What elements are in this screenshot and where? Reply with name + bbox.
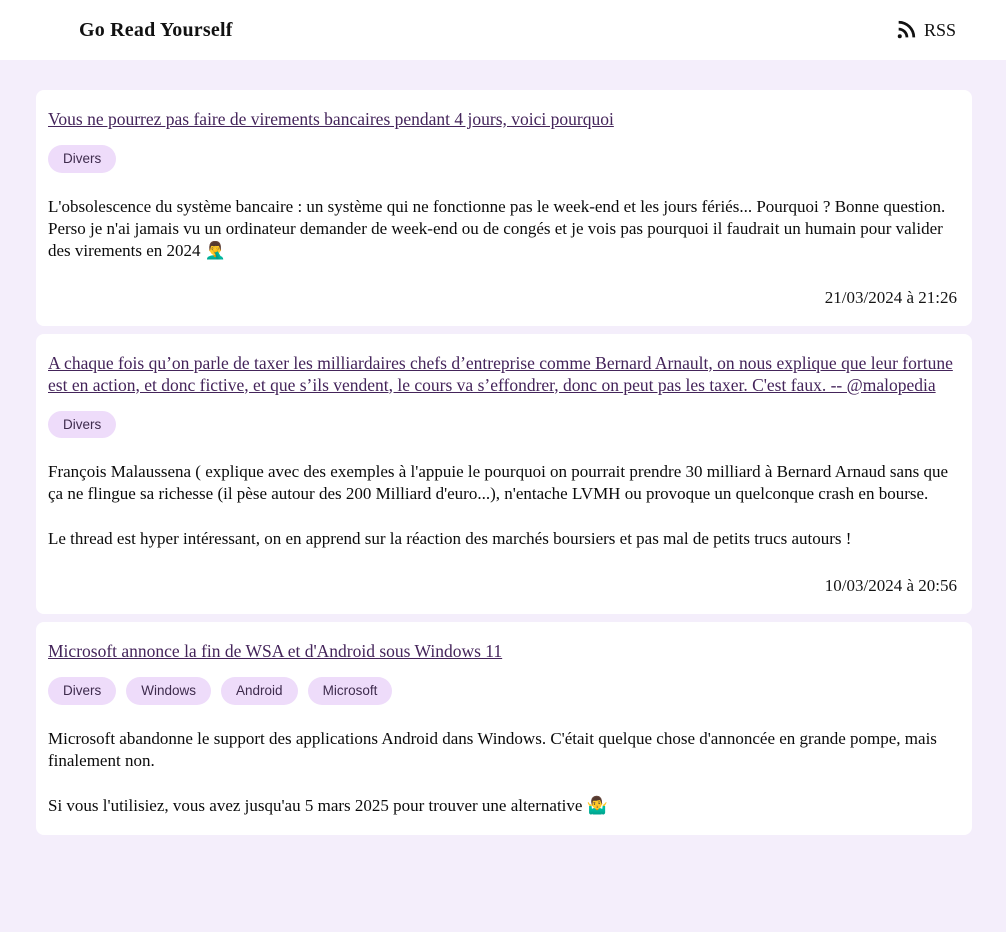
post-card: [36, 90, 972, 326]
post-paragraph: Le thread est hyper intéressant, on en apprend sur la réaction des marchés boursiers et pas mal de petits trucs autours !: [48, 529, 852, 548]
site-title-link[interactable]: Go Read Yourself: [79, 18, 233, 41]
post-date: 10/03/2024 à 20:56: [824, 576, 957, 595]
post-title: [48, 352, 957, 396]
post-paragraph: Si vous l'utilisiez, vous avez jusqu'au 5 mars 2025 pour trouver une alternative 🤷‍♂️: [48, 795, 608, 815]
rss-link[interactable]: [895, 19, 956, 41]
post-paragraph: François Malaussena ( explique avec des exemples à l'appuie le pourquoi on pourrait prendre 30 milliard à Bernard Arnaud sans que ça ne flingue sa richesse (il pèse autour des 200 Milliard d'euro...), n'entache LVMH ou provoque un quelconque crash en bourse.: [48, 462, 949, 503]
post-title: [48, 108, 957, 130]
site-header: [0, 0, 1006, 60]
post-body: [48, 196, 957, 262]
tag-divers[interactable]: Divers: [48, 145, 116, 173]
post-title-link[interactable]: Microsoft annonce la fin de WSA et d'Android sous Windows 11: [48, 641, 503, 661]
post-date: 21/03/2024 à 21:26: [824, 287, 957, 307]
post-feed: [0, 60, 1006, 835]
tag-microsoft[interactable]: Microsoft: [308, 677, 393, 705]
tag-divers[interactable]: Divers: [48, 411, 116, 439]
post-title-link[interactable]: A chaque fois qu’on parle de taxer les milliardaires chefs d’entreprise comme Bernard Arnault, on nous explique que leur fortune est en action, et donc fictive, et que s’ils vendent, le cours va s’effondrer, donc on peut pas les taxer. C'est faux. -- @malopedia: [48, 352, 953, 395]
rss-label: RSS: [923, 19, 956, 40]
post-card: [36, 334, 972, 615]
post-title: [48, 640, 957, 662]
post-paragraph: L'obsolescence du système bancaire : un système qui ne fonctionne pas le week-end et les jours fériés... Pourquoi ? Bonne question. Perso je n'ai jamais vu un ordinateur demander de week-end ou de congés et je vois pas pourquoi il faudrait un humain pour valider des virements en 2024 🤦‍♂️: [48, 196, 946, 260]
post-paragraph: Microsoft abandonne le support des applications Android dans Windows. C'était quelque chose d'annoncée en grande pompe, mais finalement non.: [48, 728, 937, 770]
post-body: [48, 461, 957, 550]
post-title-link[interactable]: Vous ne pourrez pas faire de virements bancaires pendant 4 jours, voici pourquoi: [48, 109, 614, 129]
post-card: [36, 622, 972, 835]
tag-list: [48, 411, 957, 439]
post-body: [48, 728, 957, 817]
tag-list: [48, 145, 957, 173]
rss-feed-icon: [895, 19, 917, 41]
tag-android[interactable]: Android: [221, 677, 298, 705]
tag-divers[interactable]: Divers: [48, 677, 116, 705]
tag-windows[interactable]: Windows: [126, 677, 211, 705]
tag-list: [48, 677, 957, 705]
